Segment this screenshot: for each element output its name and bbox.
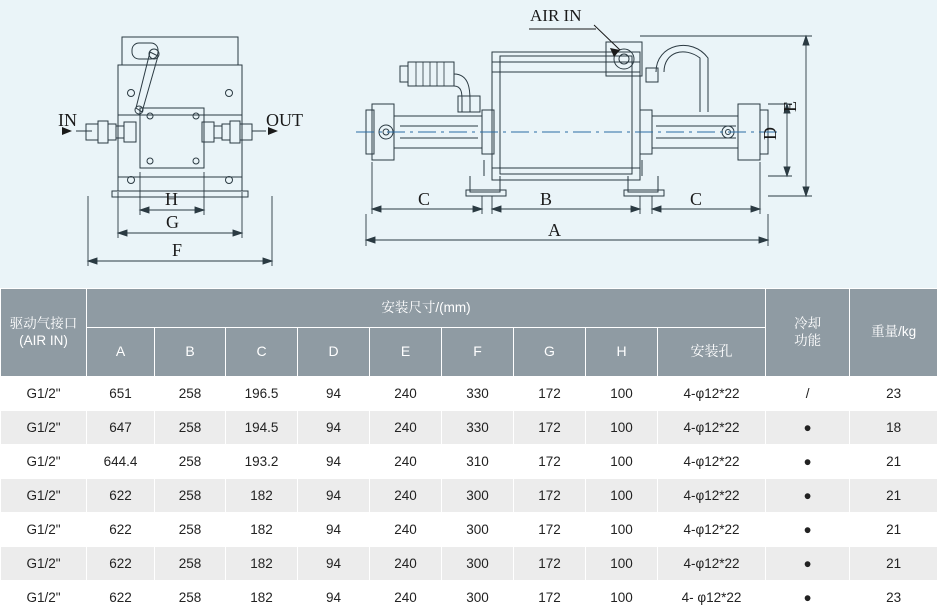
- cell-mount-hole: 4-φ12*22: [658, 547, 766, 581]
- bolt-hole-7: [147, 158, 153, 164]
- cell-c: 182: [226, 581, 298, 615]
- left-base-plate: [118, 177, 242, 191]
- header-col-c: C: [226, 328, 298, 377]
- cell-weight: 21: [850, 445, 937, 479]
- technical-drawing: [0, 0, 937, 288]
- table-head-row-1: [1, 289, 937, 328]
- cell-c: 196.5: [226, 377, 298, 411]
- cooling-line1: 冷却: [766, 316, 849, 333]
- cell-mount-hole: 4-φ12*22: [658, 479, 766, 513]
- cell-b: 258: [155, 479, 226, 513]
- cell-g: 172: [514, 513, 586, 547]
- bolt-hole-6: [193, 113, 199, 119]
- cell-mount-hole: 4-φ12*22: [658, 445, 766, 479]
- cell-cooling: ●: [766, 445, 850, 479]
- inlet-fitting-e: [124, 122, 136, 142]
- bolt-hole-4: [226, 177, 233, 184]
- cell-a: 622: [87, 513, 155, 547]
- cell-f: 300: [442, 547, 514, 581]
- cell-a: 651: [87, 377, 155, 411]
- dim-b: [492, 196, 640, 214]
- cell-d: 94: [298, 445, 370, 479]
- right-top-pipe: [664, 52, 700, 112]
- left-rod-housing: [394, 116, 482, 148]
- dim-a: [366, 214, 768, 246]
- left-pipe-flange: [458, 96, 480, 112]
- cell-e: 240: [370, 581, 442, 615]
- cell-a: 622: [87, 479, 155, 513]
- bolt-hole-3: [128, 177, 135, 184]
- table-row: [1, 581, 937, 615]
- cell-weight: 21: [850, 547, 937, 581]
- cell-drive: G1/2": [1, 411, 87, 445]
- dim-d: [768, 104, 792, 176]
- h-label: H: [165, 189, 178, 210]
- outlet-fitting-c: [222, 124, 230, 140]
- cell-h: 100: [586, 411, 658, 445]
- lever-arm: [136, 52, 158, 112]
- left-top-block: [122, 37, 238, 65]
- air-in-block: [606, 42, 642, 76]
- in-label: IN: [58, 110, 77, 131]
- inlet-fitting-a: [86, 124, 98, 140]
- cell-g: 172: [514, 479, 586, 513]
- cell-f: 310: [442, 445, 514, 479]
- bolt-hole-8: [193, 158, 199, 164]
- cell-drive: G1/2": [1, 377, 87, 411]
- cell-h: 100: [586, 377, 658, 411]
- cell-drive: G1/2": [1, 581, 87, 615]
- cell-c: 182: [226, 547, 298, 581]
- cylinder-inner: [500, 56, 632, 174]
- cell-d: 94: [298, 581, 370, 615]
- air-in-label: AIR IN: [530, 6, 581, 26]
- cell-d: 94: [298, 377, 370, 411]
- cell-cooling: ●: [766, 547, 850, 581]
- cell-mount-hole: 4-φ12*22: [658, 411, 766, 445]
- cell-a: 647: [87, 411, 155, 445]
- header-col-f: F: [442, 328, 514, 377]
- cell-d: 94: [298, 479, 370, 513]
- cell-e: 240: [370, 547, 442, 581]
- cell-f: 330: [442, 411, 514, 445]
- header-install-dimensions: 安装尺寸/(mm): [87, 289, 766, 328]
- muffler-cap: [400, 66, 408, 82]
- left-foot: [112, 191, 248, 197]
- drive-port-line1: 驱动气接口: [1, 316, 86, 333]
- table-row: [1, 411, 937, 445]
- outlet-fitting-d: [214, 126, 222, 138]
- out-label: OUT: [266, 110, 303, 131]
- table-row: [1, 479, 937, 513]
- cell-f: 330: [442, 377, 514, 411]
- cell-h: 100: [586, 479, 658, 513]
- table-head: [1, 289, 937, 377]
- cell-g: 172: [514, 377, 586, 411]
- cell-c: 182: [226, 479, 298, 513]
- cell-e: 240: [370, 377, 442, 411]
- drawing-svg: [0, 0, 937, 288]
- cell-b: 258: [155, 581, 226, 615]
- cell-h: 100: [586, 513, 658, 547]
- header-col-a: A: [87, 328, 155, 377]
- cell-cooling: ●: [766, 581, 850, 615]
- header-col-g: G: [514, 328, 586, 377]
- cell-weight: 18: [850, 411, 937, 445]
- cell-g: 172: [514, 445, 586, 479]
- drive-port-line2: (AIR IN): [1, 333, 86, 350]
- a-label: A: [548, 220, 561, 241]
- cell-cooling: ●: [766, 513, 850, 547]
- c-right-label: C: [690, 189, 702, 210]
- b-label: B: [540, 189, 552, 210]
- inlet-fitting-d: [116, 126, 124, 138]
- header-drive-port: [1, 289, 87, 377]
- cell-d: 94: [298, 513, 370, 547]
- left-top-detail: [132, 43, 158, 59]
- cell-g: 172: [514, 411, 586, 445]
- cell-c: 193.2: [226, 445, 298, 479]
- cell-drive: G1/2": [1, 479, 87, 513]
- main-cylinder: [492, 52, 640, 180]
- cell-f: 300: [442, 581, 514, 615]
- bolt-hole-5: [147, 113, 153, 119]
- cell-mount-hole: 4- φ12*22: [658, 581, 766, 615]
- cell-drive: G1/2": [1, 547, 87, 581]
- cell-weight: 21: [850, 513, 937, 547]
- cooling-line2: 功能: [766, 333, 849, 350]
- header-weight: 重量/kg: [850, 289, 937, 377]
- e-label: E: [780, 101, 801, 112]
- cell-f: 300: [442, 513, 514, 547]
- bolt-hole-2: [226, 90, 233, 97]
- header-cooling: [766, 289, 850, 377]
- dim-c-right: [652, 162, 760, 214]
- cell-weight: 23: [850, 377, 937, 411]
- c-left-label: C: [418, 189, 430, 210]
- table-body: [1, 377, 937, 615]
- cell-c: 194.5: [226, 411, 298, 445]
- header-col-b: B: [155, 328, 226, 377]
- outlet-fitting-b: [230, 121, 240, 143]
- cell-e: 240: [370, 479, 442, 513]
- cell-mount-hole: 4-φ12*22: [658, 377, 766, 411]
- cell-drive: G1/2": [1, 513, 87, 547]
- header-col-d: D: [298, 328, 370, 377]
- table-row: [1, 547, 937, 581]
- header-col-h: H: [586, 328, 658, 377]
- cell-e: 240: [370, 445, 442, 479]
- cell-h: 100: [586, 581, 658, 615]
- cell-b: 258: [155, 445, 226, 479]
- cell-g: 172: [514, 547, 586, 581]
- table-row: [1, 445, 937, 479]
- cell-weight: 21: [850, 479, 937, 513]
- inlet-fitting-b: [98, 121, 108, 143]
- cell-b: 258: [155, 513, 226, 547]
- dim-g: [118, 192, 242, 238]
- cell-b: 258: [155, 411, 226, 445]
- bolt-hole-1: [128, 90, 135, 97]
- specifications-table: [0, 288, 937, 615]
- cell-h: 100: [586, 445, 658, 479]
- cell-cooling: ●: [766, 479, 850, 513]
- cell-g: 172: [514, 581, 586, 615]
- g-label: G: [166, 212, 179, 233]
- cell-a: 644.4: [87, 445, 155, 479]
- d-label: D: [760, 127, 781, 140]
- cell-cooling: /: [766, 377, 850, 411]
- cell-b: 258: [155, 377, 226, 411]
- cell-mount-hole: 4-φ12*22: [658, 513, 766, 547]
- cell-b: 258: [155, 547, 226, 581]
- cell-c: 182: [226, 513, 298, 547]
- cell-weight: 23: [850, 581, 937, 615]
- header-mount-hole: 安装孔: [658, 328, 766, 377]
- cell-a: 622: [87, 581, 155, 615]
- cell-f: 300: [442, 479, 514, 513]
- table-row: [1, 377, 937, 411]
- f-label: F: [172, 240, 182, 261]
- header-col-e: E: [370, 328, 442, 377]
- cell-e: 240: [370, 411, 442, 445]
- inlet-fitting-c: [108, 124, 116, 140]
- cell-d: 94: [298, 411, 370, 445]
- cell-drive: G1/2": [1, 445, 87, 479]
- cell-d: 94: [298, 547, 370, 581]
- cell-e: 240: [370, 513, 442, 547]
- cell-cooling: ●: [766, 411, 850, 445]
- table-row: [1, 513, 937, 547]
- left-muffler: [408, 62, 454, 86]
- cell-a: 622: [87, 547, 155, 581]
- cell-h: 100: [586, 547, 658, 581]
